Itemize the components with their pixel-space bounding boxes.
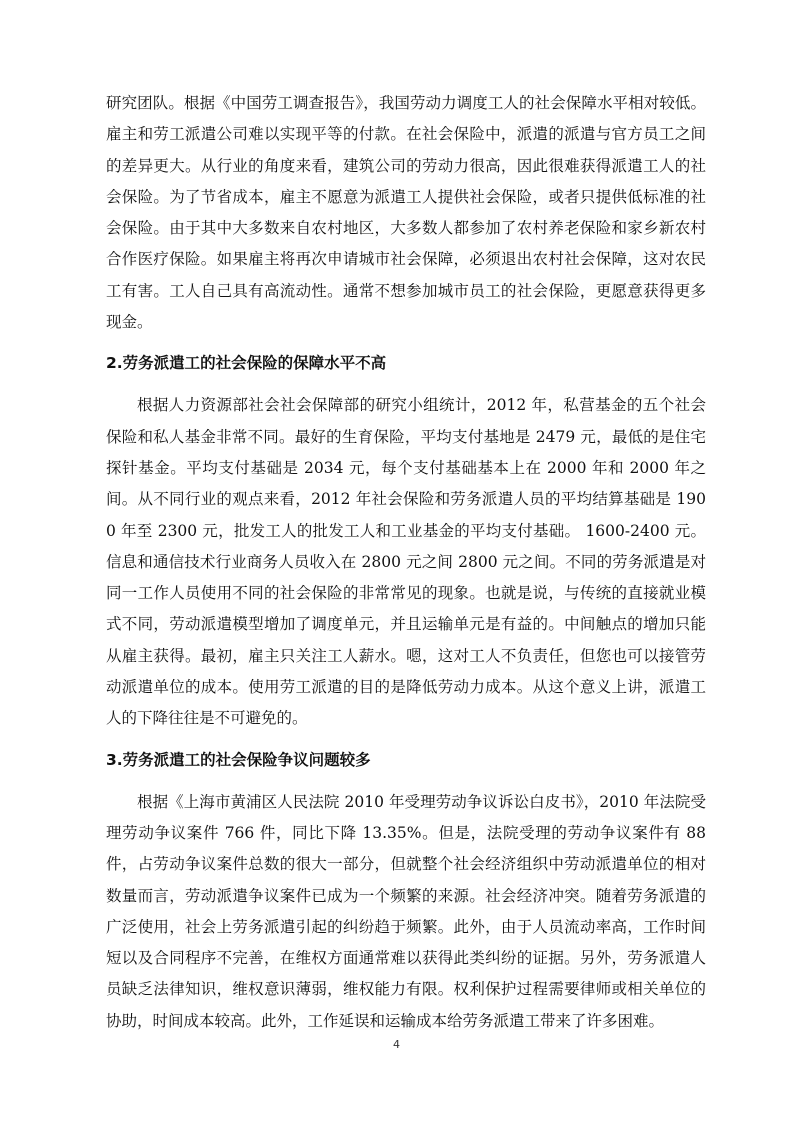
body-paragraph-1: 研究团队。根据《中国劳工调查报告》，我国劳动力调度工人的社会保障水平相对较低。雇主和劳工派遣公司难以实现平等的付款。在社会保险中，派遣的派遣与官方员工之间的差异更大。从行业的角度来看，建筑公司的劳动力很高，因此很难获得派遣工人的社会保险。为了节省成本，雇主不愿意为派遣工人提供社会保险，或者只提供低标准的社会保险。由于其中大多数来自农村地区，大多数人都参加了农村养老保险和家乡新农村合作医疗保险。如果雇主将再次申请城市社会保障，必须退出农村社会保障，这对农民工有害。工人自己具有高流动性。通常不想参加城市员工的社会保险，更愿意获得更多现金。 [106, 94, 706, 332]
page-number: 4 [393, 1038, 400, 1051]
body-paragraph-2: 根据人力资源部社会社会保障部的研究小组统计，2012 年，私营基金的五个社会保险和私人基金非常不同。最好的生育保险，平均支付基地是 2479 元，最低的是住宅探针基金。平均支付基础是 2034 元，每个支付基础基本上在 2000 年和 2000 年之间。从不同行业的观点来看，2012 年社会保险和劳务派遣人员的平均结算基础是 1900 年至 2300 元，批发工人的批发工人和工业基金的平均支付基础。 1600-2400 元。信息和通信技术行业商务人员收入在 2800 元之间 2800 元之间。不同的劳务派遣是对同一工作人员使用不同的社会保险的非常常见的现象。也就是说，与传统的直接就业模式不同，劳动派遣模型增加了调度单元，并且运输单元是有益的。中间触点的增加只能从雇主获得。最初，雇主只关注工人薪水。嗯，这对工人不负责任，但您也可以接管劳动派遣单位的成本。使用劳工派遣的目的是降低劳动力成本。从这个意义上讲，派遣工人的下降往往是不可避免的。 [106, 396, 706, 728]
body-paragraph-3: 根据《上海市黄浦区人民法院 2010 年受理劳动争议诉讼白皮书》，2010 年法院受理劳动争议案件 766 件，同比下降 13.35%。但是，法院受理的劳动争议案件有 88 件，占劳动争议案件总数的很大一部分，但就整个社会经济组织中劳动派遣单位的相对数量而言，劳动派遣争议案件已成为一个频繁的来源。社会经济冲突。随着劳务派遣的广泛使用，社会上劳务派遣引起的纠纷趋于频繁。此外，由于人员流动率高，工作时间短以及合同程序不完善，在维权方面通常难以获得此类纠纷的证据。另外，劳务派遣人员缺乏法律知识，维权意识薄弱，维权能力有限。权利保护过程需要律师或相关单位的协助，时间成本较高。此外，工作延误和运输成本给劳务派遣工带来了许多困难。 [106, 792, 706, 1030]
document-body [106, 88, 706, 1037]
section-heading-2: 2.劳务派遣工的社会保险的保障水平不高 [106, 354, 387, 373]
section-heading-3: 3.劳务派遣工的社会保险争议问题较多 [106, 750, 371, 769]
